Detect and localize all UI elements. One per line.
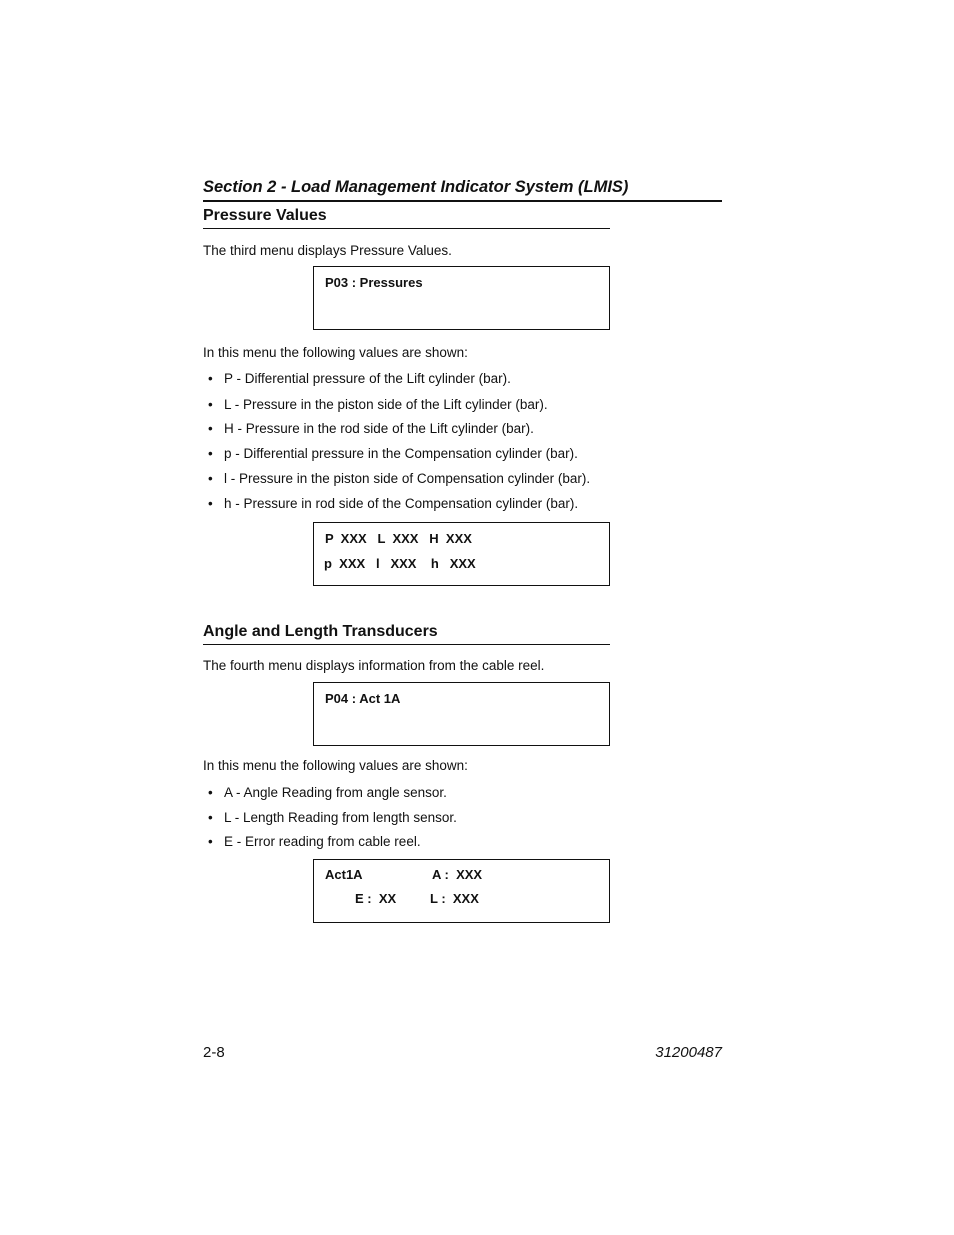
transducers-values-intro: In this menu the following values are shown: xyxy=(203,758,468,773)
list-item: • L - Pressure in the piston side of the Lift cylinder (bar). xyxy=(208,397,548,412)
display-p04 xyxy=(313,682,610,746)
section-header: Section 2 - Load Management Indicator System (LMIS) xyxy=(203,176,722,202)
pressure-values-heading: Pressure Values xyxy=(203,206,610,229)
list-item: • H - Pressure in the rod side of the Lift cylinder (bar). xyxy=(208,421,534,436)
pressure-intro: The third menu displays Pressure Values. xyxy=(203,243,452,258)
list-item: • p - Differential pressure in the Compensation cylinder (bar). xyxy=(208,446,578,461)
display-error: E : XX xyxy=(355,891,397,906)
list-item: • h - Pressure in rod side of the Compensation cylinder (bar). xyxy=(208,496,579,511)
display-line: P04 : Act 1A xyxy=(325,691,401,706)
doc-number: 31200487 xyxy=(655,1044,722,1061)
list-item: • L - Length Reading from length sensor. xyxy=(208,810,457,825)
display-angle: A : XXX xyxy=(432,867,483,882)
transducers-intro: The fourth menu displays information from the cable reel. xyxy=(203,658,545,673)
display-line: P03 : Pressures xyxy=(325,275,423,290)
display-act1a-readout xyxy=(313,859,610,923)
display-line-2: p XXX l XXX h XXX xyxy=(324,556,476,571)
display-length: L : XXX xyxy=(430,891,479,906)
display-p03 xyxy=(313,266,610,330)
transducers-heading: Angle and Length Transducers xyxy=(203,622,610,645)
display-pressure-readout xyxy=(313,522,610,586)
list-item: • P - Differential pressure of the Lift cylinder (bar). xyxy=(208,371,511,386)
pressure-values-intro: In this menu the following values are shown: xyxy=(203,345,468,360)
list-item: • A - Angle Reading from angle sensor. xyxy=(208,785,447,800)
list-item: • l - Pressure in the piston side of Compensation cylinder (bar). xyxy=(208,471,591,486)
list-item: • E - Error reading from cable reel. xyxy=(208,834,421,849)
display-line-1: P XXX L XXX H XXX xyxy=(325,531,472,546)
page-number: 2-8 xyxy=(203,1044,225,1061)
display-label: Act1A xyxy=(325,867,363,882)
